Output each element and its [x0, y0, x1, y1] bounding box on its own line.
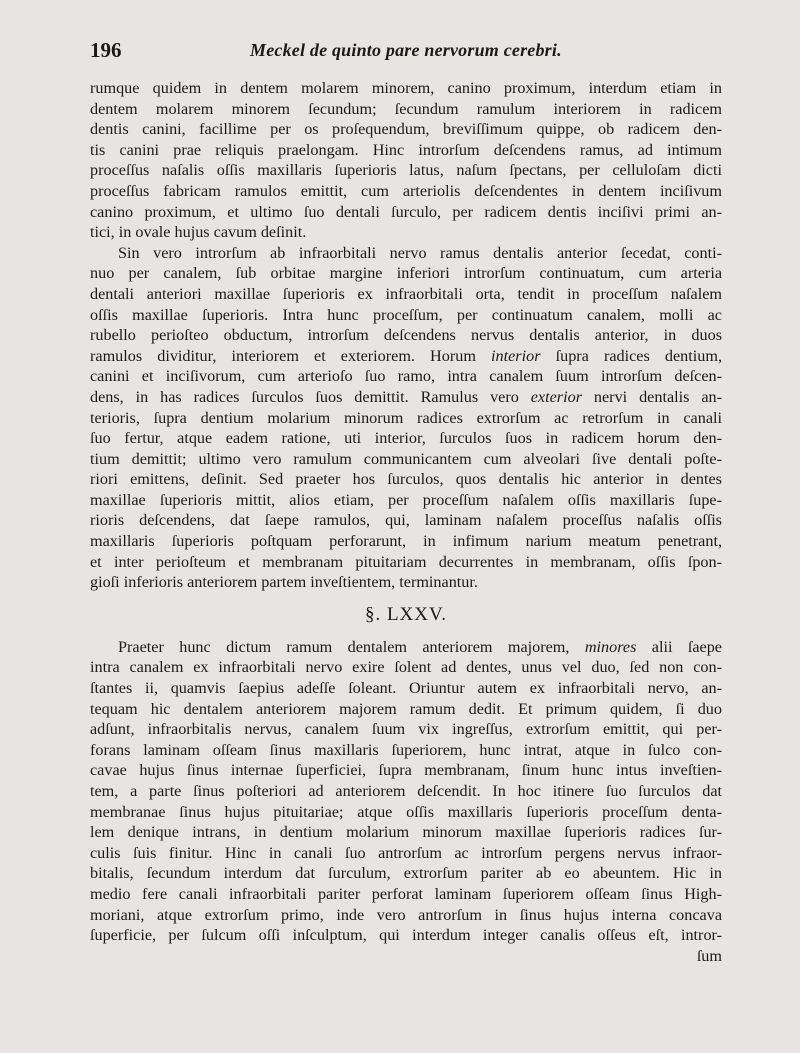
text-line: et inter perioſteum et membranam pituitariam decurrentes in membranam, oſſis ſpon-	[90, 552, 722, 571]
text-line: Praeter hunc dictum ramum dentalem anteriorem majorem, minores alii ſaepe	[118, 637, 722, 656]
text-line: rioris deſcendens, dat ſaepe ramulos, qui, laminam naſalem proceſſus naſalis oſſis	[90, 511, 722, 530]
text-line: proceſſus naſalis oſſis maxillaris ſuperioris latus, naſum ſpectans, per celluloſam dicti	[90, 161, 722, 180]
text-line: ſtantes ii, quamvis ſaepius adeſſe ſoleant. Oriuntur autem ex infraorbitali nervo, an-	[90, 679, 722, 698]
text-line: culis ſuis finitur. Hinc in canali ſuo antrorſum ac introrſum pergens nervus infraor-	[90, 843, 722, 862]
text-line: Sin vero introrſum ab infraorbitali nervo ramus dentalis anterior ſecedat, conti-	[118, 243, 722, 262]
text-line: ramulos dividitur, interiorem et exteriorem. Horum interior ſupra radices dentium,	[90, 346, 722, 365]
text-line: medio fere canali infraorbitali pariter perforat laminam ſuperiorem oſſeam ſinus High-	[90, 884, 722, 903]
page-number: 196	[90, 38, 122, 62]
text-line: bitalis, ſecundum interdum dat ſurculum, extrorſum pariter ab eo abeuntem. Hic in	[90, 864, 722, 883]
text-line: tem, a parte ſinus poſteriori ad anteriorem deſcendit. In hoc itinere ſuo ſurculos dat	[90, 782, 722, 800]
text-line: canino proximum, et ultimo ſuo dentali ſurculo, per radicem dentis inciſivi primi an-	[90, 202, 722, 221]
text-line: forans laminam oſſeam ſinus maxillaris ſuperiorem, hunc intrat, atque in ſulco con-	[90, 740, 722, 759]
text-line: tequam hic dentalem anteriorem majorem ramum dedit. Et primum quidem, ſi duo	[90, 699, 722, 718]
text-line: membranae ſinus hujus pituitariae; atque oſſis maxillaris ſuperioris proceſſum denta-	[90, 802, 722, 821]
text-line: cavae hujus ſinus internae ſuperficiei, ſupra membranam, ſinum hunc intus inveſtien-	[90, 761, 722, 780]
text-line: intra canalem ex infraorbitali nervo exire ſolent ad dentes, unus vel duo, ſed non con-	[90, 658, 722, 677]
running-head: Meckel de quinto pare nervorum cerebri.	[250, 40, 562, 60]
text-line: ſuo fertur, atque eadem ratione, uti interior, ſurculos ſuos in radicem horum den-	[90, 429, 722, 448]
text-line: dentali anteriori maxillae ſuperioris ex infraorbitali orta, tendit in proceſſum naſalem	[90, 284, 722, 303]
paragraph-2	[90, 243, 722, 593]
paragraph-1	[90, 78, 722, 243]
text-line: moriani, atque extrorſum primo, inde vero antrorſum in ſinus hujus interna concava	[90, 905, 722, 924]
text-line: dentis canini, facillime per os proſequendum, breviſſimum quippe, ob radicem den-	[90, 120, 722, 139]
text-line: oſſis maxillae ſuperioris. Intra hunc proceſſum, per continuatum canalem, molli ac	[90, 305, 722, 324]
text-line: canini et inciſivorum, cum arterioſo ſuo ramo, intra canalem ſuum introrſum deſcen-	[90, 367, 722, 386]
catchword: ſum	[696, 946, 722, 965]
text-line: dens, in has radices ſurculos ſuos demittit. Ramulus vero exterior nervi dentalis an-	[90, 387, 722, 406]
page-header	[90, 38, 722, 64]
text-line: gioſi inferioris anteriorem partem inveſtientem, terminantur.	[90, 573, 478, 592]
text-line: rubello perioſteo obductum, introrſum deſcendens nervus dentalis anterior, in duos	[90, 326, 722, 345]
text-line: proceſſus fabricam ramulos emittit, cum arteriolis deſcendentes in dentem inciſivum	[90, 181, 722, 200]
text-line: tis canini prae reliquis praelongam. Hinc introrſum deſcendens ramus, ad intimum	[90, 140, 722, 159]
text-line: rumque quidem in dentem molarem minorem, canino proximum, interdum etiam in	[90, 79, 722, 97]
text-line: terioris, ſupra dentium molarium minorum radices extrorſum ac retrorſum in canali	[90, 408, 722, 427]
text-line: nuo per canalem, ſub orbitae margine inferiori introrſum continuatum, cum arteria	[90, 264, 722, 283]
text-line: tium demittit; ultimo vero ramulum communicantem cum alveolari ſive dentali poſte-	[90, 449, 722, 468]
section-heading: §. LXXV.	[364, 603, 448, 625]
text-line: maxillae ſuperioris mittit, alios etiam, per proceſſum naſalem oſſis maxillaris ſupe-	[90, 490, 722, 509]
text-line: tici, in ovale hujus cavum deſinit.	[90, 223, 307, 242]
text-line: ſuperficie, per ſulcum oſſi inſculptum, qui interdum integer canalis oſſeus eſt, intror-	[90, 926, 722, 945]
text-line: riori emittens, deſinit. Sed praeter hos ſurculos, quos dentalis hic anterior in dentes	[90, 470, 722, 489]
text-line: adſunt, infraorbitalis nervus, canalem ſuum vix ingreſſus, extrorſum emittit, qui per-	[90, 720, 722, 739]
text-line: lem denique intrans, in dentium molarium minorum maxillae ſuperioris radices ſur-	[90, 823, 722, 842]
paragraph-3	[90, 637, 722, 967]
text-line: maxillaris ſuperioris poſtquam perforarunt, in infimum narium meatum penetrant,	[90, 532, 722, 551]
text-line: dentem molarem minorem ſecundum; ſecundum ramulum interiorem in radicem	[90, 99, 722, 118]
body-text	[90, 78, 722, 966]
